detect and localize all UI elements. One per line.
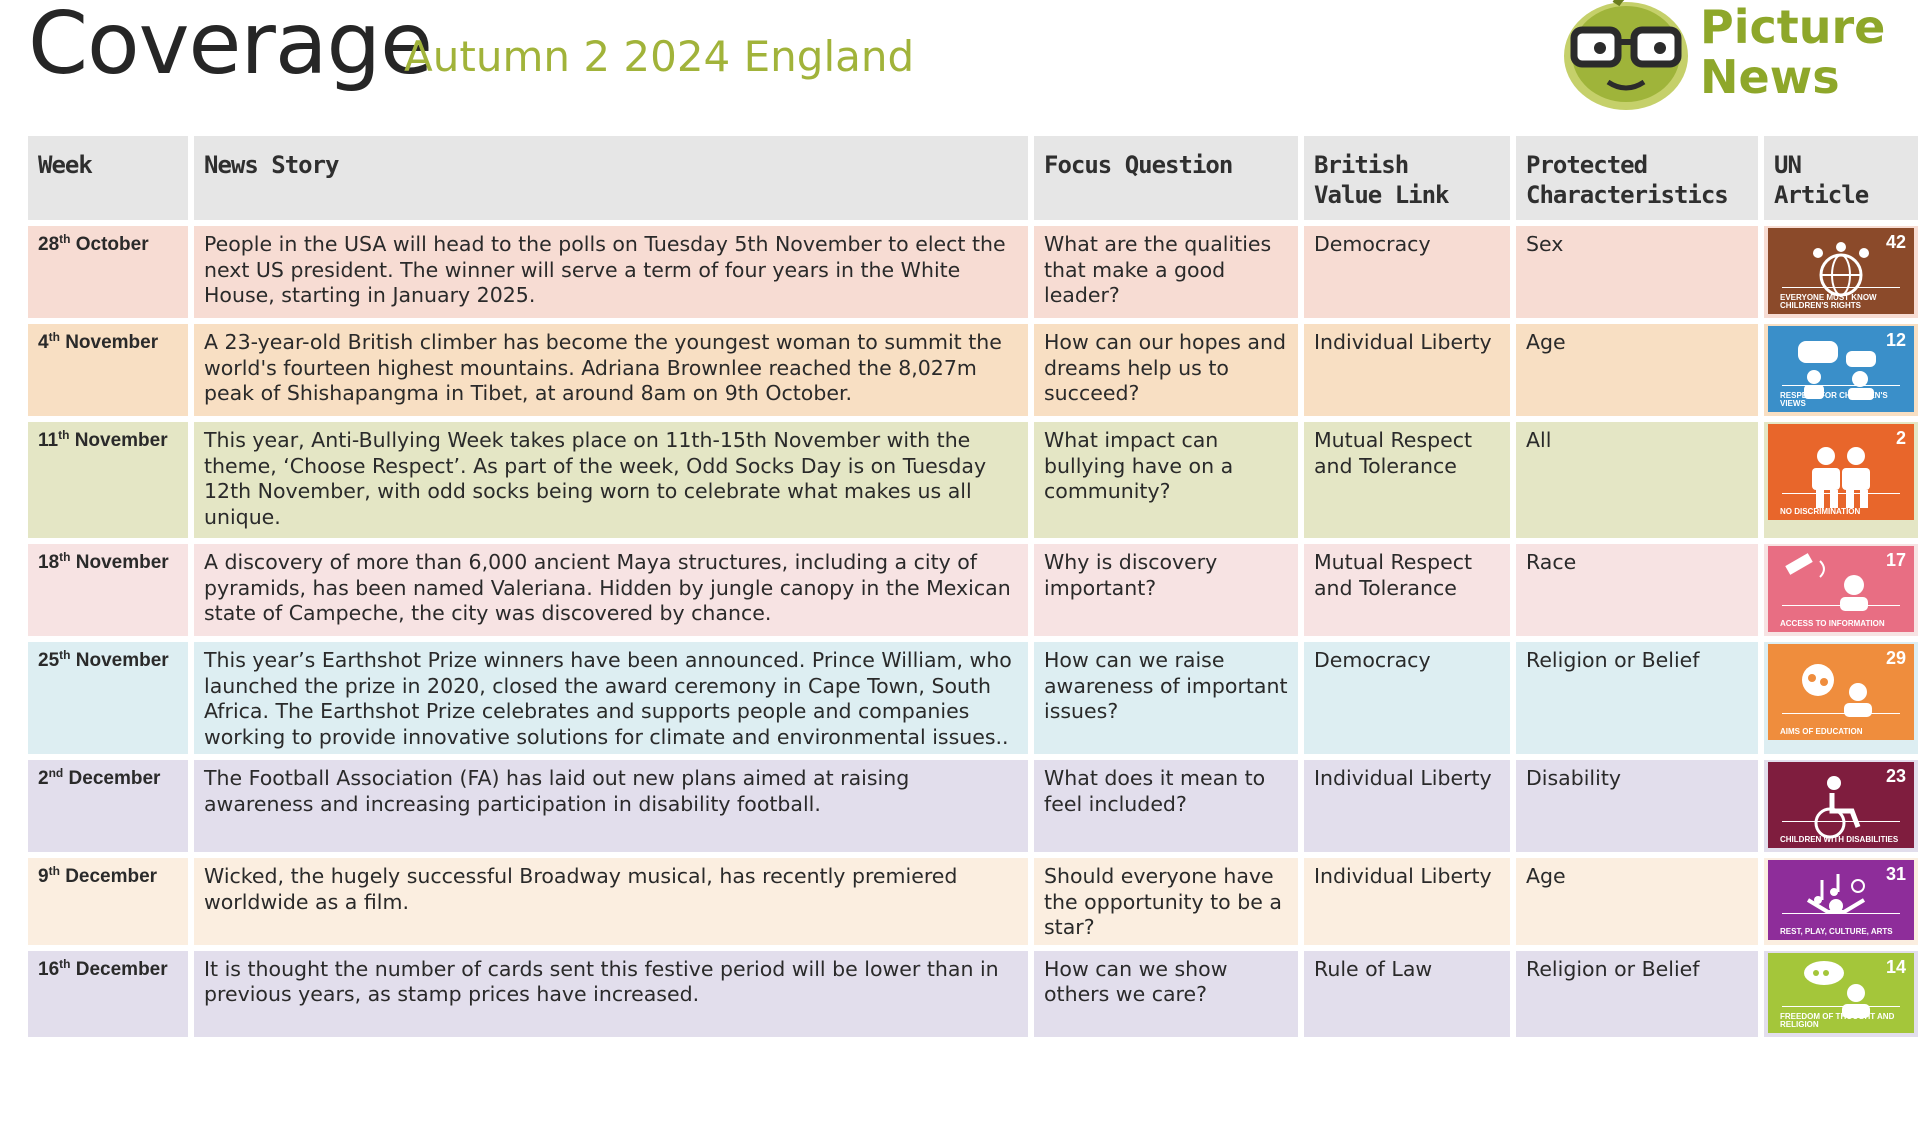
- header-week: Week: [28, 136, 188, 220]
- header-protected-line-1: Protected: [1526, 151, 1648, 179]
- coverage-table: [22, 130, 1920, 1043]
- news-story-cell: A 23-year-old British climber has become the youngest woman to summit the world's fourteen highest mountains. Adriana Brownlee reached the 8,027m peak of Shishapangma in Tibet, at around 8am on 9th October.: [194, 324, 1028, 416]
- un-article-cell: [1764, 324, 1918, 416]
- un-article-rule: [1782, 385, 1900, 386]
- un-article-number: 12: [1885, 330, 1906, 350]
- header-news-story: News Story: [194, 136, 1028, 220]
- protected-characteristic-cell: Age: [1516, 324, 1758, 416]
- table-header-row: [28, 136, 1918, 220]
- week-day: 16: [38, 958, 60, 980]
- un-article-number: 31: [1885, 864, 1906, 884]
- table-row: [28, 422, 1918, 538]
- header-british-value-link: [1304, 136, 1510, 220]
- week-day-suffix: th: [58, 428, 70, 442]
- focus-question-cell: Why is discovery important?: [1034, 544, 1298, 636]
- week-month: December: [75, 958, 168, 980]
- protected-characteristic-cell: Disability: [1516, 760, 1758, 852]
- un-article-label: EVERYONE MUST KNOW CHILDREN'S RIGHTS: [1780, 293, 1877, 310]
- logo-wordmark: [1700, 2, 1885, 102]
- week-cell: [28, 226, 188, 318]
- protected-characteristic-cell: Sex: [1516, 226, 1758, 318]
- un-article-cell: [1764, 858, 1918, 945]
- un-article-label: ACCESS TO INFORMATION: [1780, 619, 1885, 628]
- un-article-rule: [1782, 713, 1900, 714]
- un-article-number: 42: [1885, 232, 1906, 252]
- picture-news-logo: [1556, 0, 1886, 112]
- news-story-cell: Wicked, the hugely successful Broadway musical, has recently premiered worldwide as a film.: [194, 858, 1028, 945]
- week-day-suffix: th: [48, 330, 60, 344]
- header-british-value-line-1: British: [1314, 151, 1409, 179]
- un-article-rule: [1782, 913, 1900, 914]
- news-story-cell: This year’s Earthshot Prize winners have been announced. Prince William, who launched the prize in 2020, closed the award ceremony in Cape Town, South Africa. The Earthshot Prize celebrates and supports people and companies working to provide innovative solutions for climate and environmental issues..: [194, 642, 1028, 754]
- un-article-rule: [1782, 1006, 1900, 1007]
- news-story-cell: People in the USA will head to the polls on Tuesday 5th November to elect the next US president. The winner will serve a term of four years in the White House, starting in January 2025.: [194, 226, 1028, 318]
- un-article-number: 23: [1885, 766, 1906, 786]
- un-article-cell: [1764, 951, 1918, 1037]
- logo-line-2: News: [1700, 50, 1840, 104]
- header-protected-line-2: Characteristics: [1526, 181, 1728, 209]
- un-article-number: 14: [1885, 956, 1906, 977]
- logo-line-1: Picture: [1700, 0, 1886, 54]
- news-story-cell: The Football Association (FA) has laid out new plans aimed at raising awareness and increasing participation in disability football.: [194, 760, 1028, 852]
- un-article-label: RESPECT FOR CHILDREN'S VIEWS: [1780, 391, 1888, 408]
- british-value-cell: Mutual Respect and Tolerance: [1304, 544, 1510, 636]
- week-day: 9: [38, 866, 49, 887]
- un-article-tile: [1768, 860, 1914, 940]
- un-article-cell: [1764, 422, 1918, 538]
- page-title: Coverage: [28, 0, 433, 94]
- week-month: December: [68, 768, 161, 789]
- un-article-rule: [1782, 493, 1900, 494]
- table-row: [28, 544, 1918, 636]
- protected-characteristic-cell: Age: [1516, 858, 1758, 945]
- british-value-cell: Individual Liberty: [1304, 760, 1510, 852]
- un-article-tile: [1768, 762, 1914, 848]
- focus-question-cell: What impact can bullying have on a community?: [1034, 422, 1298, 538]
- week-day-suffix: th: [59, 550, 71, 564]
- week-month: November: [74, 430, 168, 451]
- british-value-cell: Democracy: [1304, 642, 1510, 754]
- week-day: 2: [38, 768, 49, 789]
- focus-question-cell: How can we show others we care?: [1034, 951, 1298, 1037]
- british-value-cell: Individual Liberty: [1304, 858, 1510, 945]
- header-protected-characteristics: [1516, 136, 1758, 220]
- un-article-number: 29: [1885, 648, 1906, 668]
- header-un-article: UN Article: [1764, 136, 1918, 220]
- un-article-tile: [1768, 644, 1914, 740]
- week-cell: [28, 324, 188, 416]
- un-article-number: 17: [1885, 550, 1906, 570]
- un-article-rule: [1782, 821, 1900, 822]
- week-day: 11: [38, 430, 59, 451]
- british-value-cell: Rule of Law: [1304, 951, 1510, 1037]
- british-value-cell: Democracy: [1304, 226, 1510, 318]
- un-article-tile: [1768, 326, 1914, 412]
- week-cell: [28, 951, 188, 1037]
- news-story-cell: It is thought the number of cards sent this festive period will be lower than in previous years, as stamp prices have increased.: [194, 951, 1028, 1037]
- week-day: 25: [38, 650, 60, 671]
- table-row: [28, 324, 1918, 416]
- un-article-rule: [1782, 605, 1900, 606]
- table-row: [28, 951, 1918, 1037]
- un-article-tile: [1768, 424, 1914, 520]
- un-article-cell: [1764, 544, 1918, 636]
- header-focus-question: Focus Question: [1034, 136, 1298, 220]
- un-article-label: FREEDOM OF THOUGHT AND RELIGION: [1780, 1011, 1895, 1029]
- week-day: 18: [38, 552, 60, 573]
- focus-question-cell: What does it mean to feel included?: [1034, 760, 1298, 852]
- un-article-rule: [1782, 287, 1900, 288]
- un-article-number: 2: [1895, 428, 1906, 448]
- focus-question-cell: Should everyone have the opportunity to be a star?: [1034, 858, 1298, 945]
- week-day: 4: [38, 332, 49, 353]
- british-value-cell: Mutual Respect and Tolerance: [1304, 422, 1510, 538]
- table-row: [28, 642, 1918, 754]
- two-children-icon: [1768, 424, 1914, 520]
- focus-question-cell: How can our hopes and dreams help us to succeed?: [1034, 324, 1298, 416]
- un-article-cell: [1764, 642, 1918, 754]
- week-day-suffix: th: [59, 956, 71, 971]
- apple-glasses-icon: [1556, 0, 1696, 112]
- focus-question-cell: What are the qualities that make a good leader?: [1034, 226, 1298, 318]
- protected-characteristic-cell: Religion or Belief: [1516, 951, 1758, 1037]
- week-month: October: [75, 234, 149, 255]
- table-row: [28, 226, 1918, 318]
- week-day-suffix: nd: [48, 766, 64, 780]
- protected-characteristic-cell: Race: [1516, 544, 1758, 636]
- week-month: November: [75, 552, 169, 573]
- un-article-cell: [1764, 226, 1918, 318]
- week-month: November: [75, 650, 169, 671]
- protected-characteristic-cell: All: [1516, 422, 1758, 538]
- week-cell: [28, 642, 188, 754]
- table-row: [28, 858, 1918, 945]
- un-article-tile: [1768, 953, 1914, 1033]
- un-article-label: AIMS OF EDUCATION: [1780, 727, 1863, 736]
- british-value-cell: Individual Liberty: [1304, 324, 1510, 416]
- week-cell: [28, 544, 188, 636]
- week-cell: [28, 858, 188, 945]
- week-day-suffix: th: [48, 864, 60, 878]
- week-month: November: [65, 332, 159, 353]
- un-article-label: REST, PLAY, CULTURE, ARTS: [1780, 927, 1893, 936]
- week-cell: [28, 760, 188, 852]
- news-story-cell: This year, Anti-Bullying Week takes place on 11th-15th November with the theme, ‘Choose Respect’. As part of the week, Odd Socks Day is on Tuesday 12th November, with odd socks being worn to celebrate what makes us all unique.: [194, 422, 1028, 538]
- table-row: [28, 760, 1918, 852]
- news-story-cell: A discovery of more than 6,000 ancient Maya structures, including a city of pyramids, has been named Valeriana. Hidden by jungle canopy in the Mexican state of Campeche, the city was discovered by chance.: [194, 544, 1028, 636]
- un-article-label: NO DISCRIMINATION: [1780, 507, 1861, 516]
- week-month: December: [65, 866, 158, 887]
- un-article-cell: [1764, 760, 1918, 852]
- week-day: 28: [38, 234, 60, 255]
- un-article-tile: [1768, 228, 1914, 314]
- week-day-suffix: th: [59, 648, 71, 662]
- un-article-label: CHILDREN WITH DISABILITIES: [1780, 835, 1899, 844]
- focus-question-cell: How can we raise awareness of important issues?: [1034, 642, 1298, 754]
- un-article-tile: [1768, 546, 1914, 632]
- week-cell: [28, 422, 188, 538]
- header-british-value-line-2: Value Link: [1314, 181, 1449, 209]
- week-day-suffix: th: [59, 232, 71, 246]
- protected-characteristic-cell: Religion or Belief: [1516, 642, 1758, 754]
- page-subtitle: Autumn 2 2024 England: [404, 32, 915, 81]
